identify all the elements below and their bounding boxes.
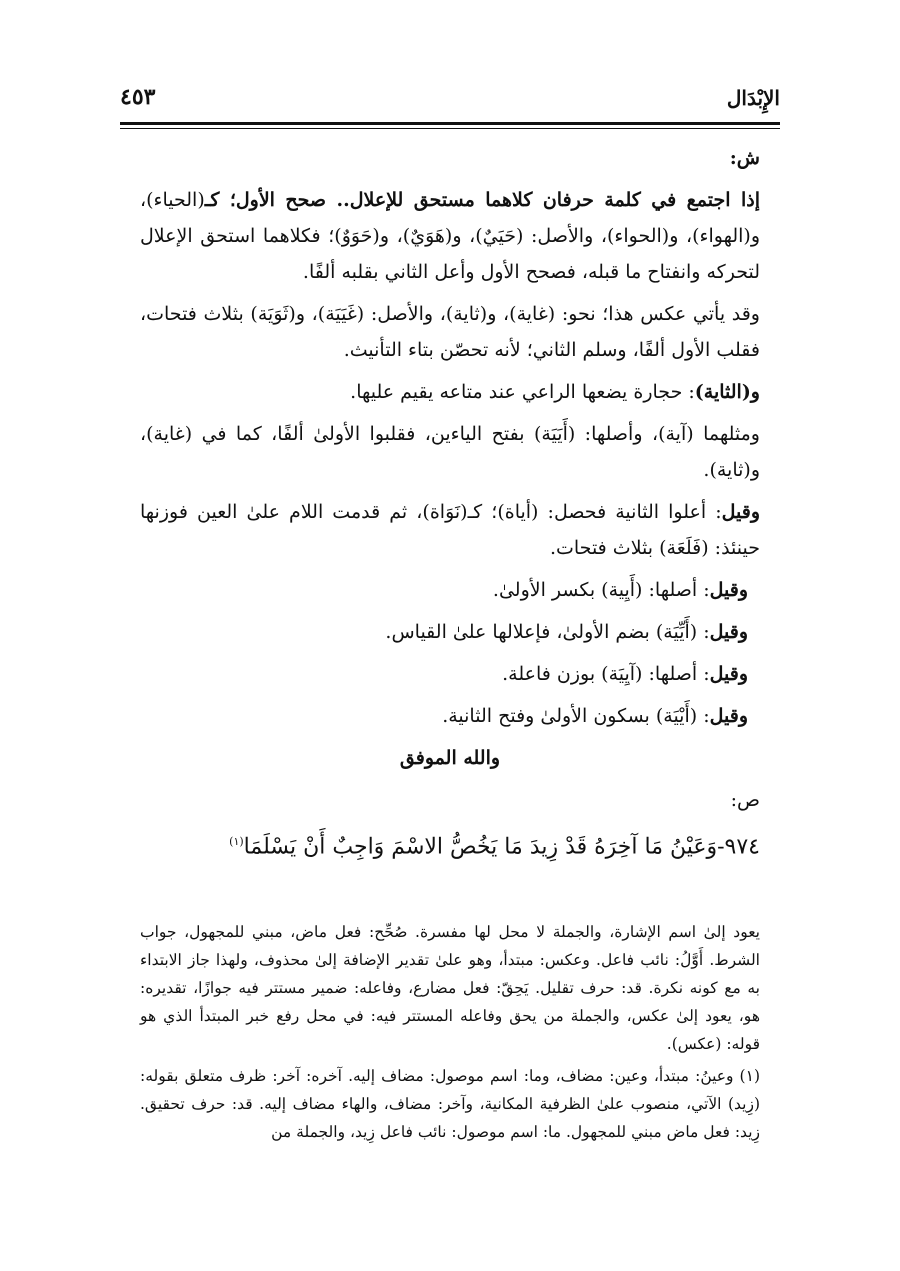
footnotes xyxy=(140,918,760,1150)
opinion-3: وقيل: أصلها: (آيِيَة) بوزن فاعلة. xyxy=(502,663,748,685)
footnote-1 xyxy=(140,1062,760,1146)
chapter-title: الإِبْدَال xyxy=(726,86,780,110)
opinion-4: وقيل: (أَيْيَة) بسكون الأولىٰ وفتح الثانية. xyxy=(442,705,748,727)
commentary-label: ش: xyxy=(729,147,760,169)
closing-phrase: والله الموفق xyxy=(399,747,501,769)
footnote-1-number: (١) xyxy=(739,1067,760,1085)
page-number: ٤٥٣ xyxy=(120,84,156,110)
footnote-marker: (١) xyxy=(229,835,244,848)
footnote-1-text: وعينُ: مبتدأ، وعين: مضاف، وما: اسم موصول: مضاف إليه. آخره: آخر: ظرف متعلق بقوله: (زِيد) الآتي، منصوب علىٰ الظرفية المكانية، وآخر: مضاف، والهاء مضاف إليه. قد: حرف تحقيق. زِيد: فعل ماض مبني للمجهول. ما: اسم موصول: نائب فاعل زِيد، والجملة من xyxy=(140,1067,760,1141)
verse-line: ٩٧٤-وَعَيْنُ مَا آخِرَهُ قَدْ زِيدَ مَا يَخُصُّ الاسْمَ وَاجِبٌ أَنْ يَسْلَمَا$^{(١)}$ xyxy=(229,834,760,860)
commentary-paragraph-4: ومثلهما (آية)، وأصلها: (أَيَيَة) بفتح الياءين، فقلبوا الأولىٰ ألفًا، كما في (غاية)، و(ثاية). xyxy=(140,423,760,481)
defined-term: و(الثاية) xyxy=(694,381,760,403)
opinion-1: وقيل: أصلها: (أَيِية) بكسر الأولىٰ. xyxy=(492,579,748,601)
running-header xyxy=(120,82,780,116)
opinion-2: وقيل: (أَيِّيَة) بضم الأولىٰ، فإعلالها علىٰ القياس. xyxy=(385,621,748,643)
commentary-paragraph-1 xyxy=(140,182,760,290)
commentary-paragraph-3: و(الثاية): حجارة يضعها الراعي عند متاعه يقيم عليها. xyxy=(350,381,760,403)
header-rule-thin xyxy=(120,128,780,129)
commentary-paragraph-2: وقد يأتي عكس هذا؛ نحو: (غاية)، و(ثاية)، والأصل: (غَيَيَة)، و(ثَوَيَة) بثلاث فتحات، فقلب الأول ألفًا، وسلم الثاني؛ لأنه تحصّن بتاء التأنيث. xyxy=(140,303,760,361)
commentary-paragraph-5: وقيل: أعلوا الثانية فحصل: (أياة)؛ كـ(نَوَاة)، ثم قدمت اللام علىٰ العين فوزنها حينئذ: (فَلَعَة) بثلاث فتحات. xyxy=(140,501,760,559)
text-label: ص: xyxy=(730,789,760,811)
footnote-continuation: يعود إلىٰ اسم الإشارة، والجملة لا محل لها مفسرة. صُحِّح: فعل ماض، مبني للمجهول، جواب الشرط. أَوَّلُ: نائب فاعل. وعكس: مبتدأ، وهو علىٰ تقدير الإضافة إلىٰ محذوف، ولهذا جاز الابتداء به مع كونه نكرة. قد: حرف تقليل. يَحِقّ: فعل مضارع، وفاعله: ضمير مستتر فيه جوازًا، تقديره: هو، يعود إلىٰ عكس، والجملة من يحق وفاعله المستتر فيه: في محل رفع خبر المبتدأ الذي هو قوله: (عكس). xyxy=(140,923,760,1053)
rule-statement: إذا اجتمع في كلمة حرفان كلاهما مستحق للإعلال.. صحح الأول؛ كـ xyxy=(204,189,760,211)
header-rule-thick xyxy=(120,122,780,125)
paragraph-1-continuation: (الحياء)، و(الهواء)، و(الحواء)، والأصل: (حَيَيٌ)، و(هَوَيٌ)، و(حَوَوٌ)؛ فكلاهما استحق الإعلال لتحركه وانفتاح ما قبله، فصحح الأول وأعل الثاني بقلبه ألفًا. xyxy=(140,189,760,283)
main-text xyxy=(140,140,760,871)
